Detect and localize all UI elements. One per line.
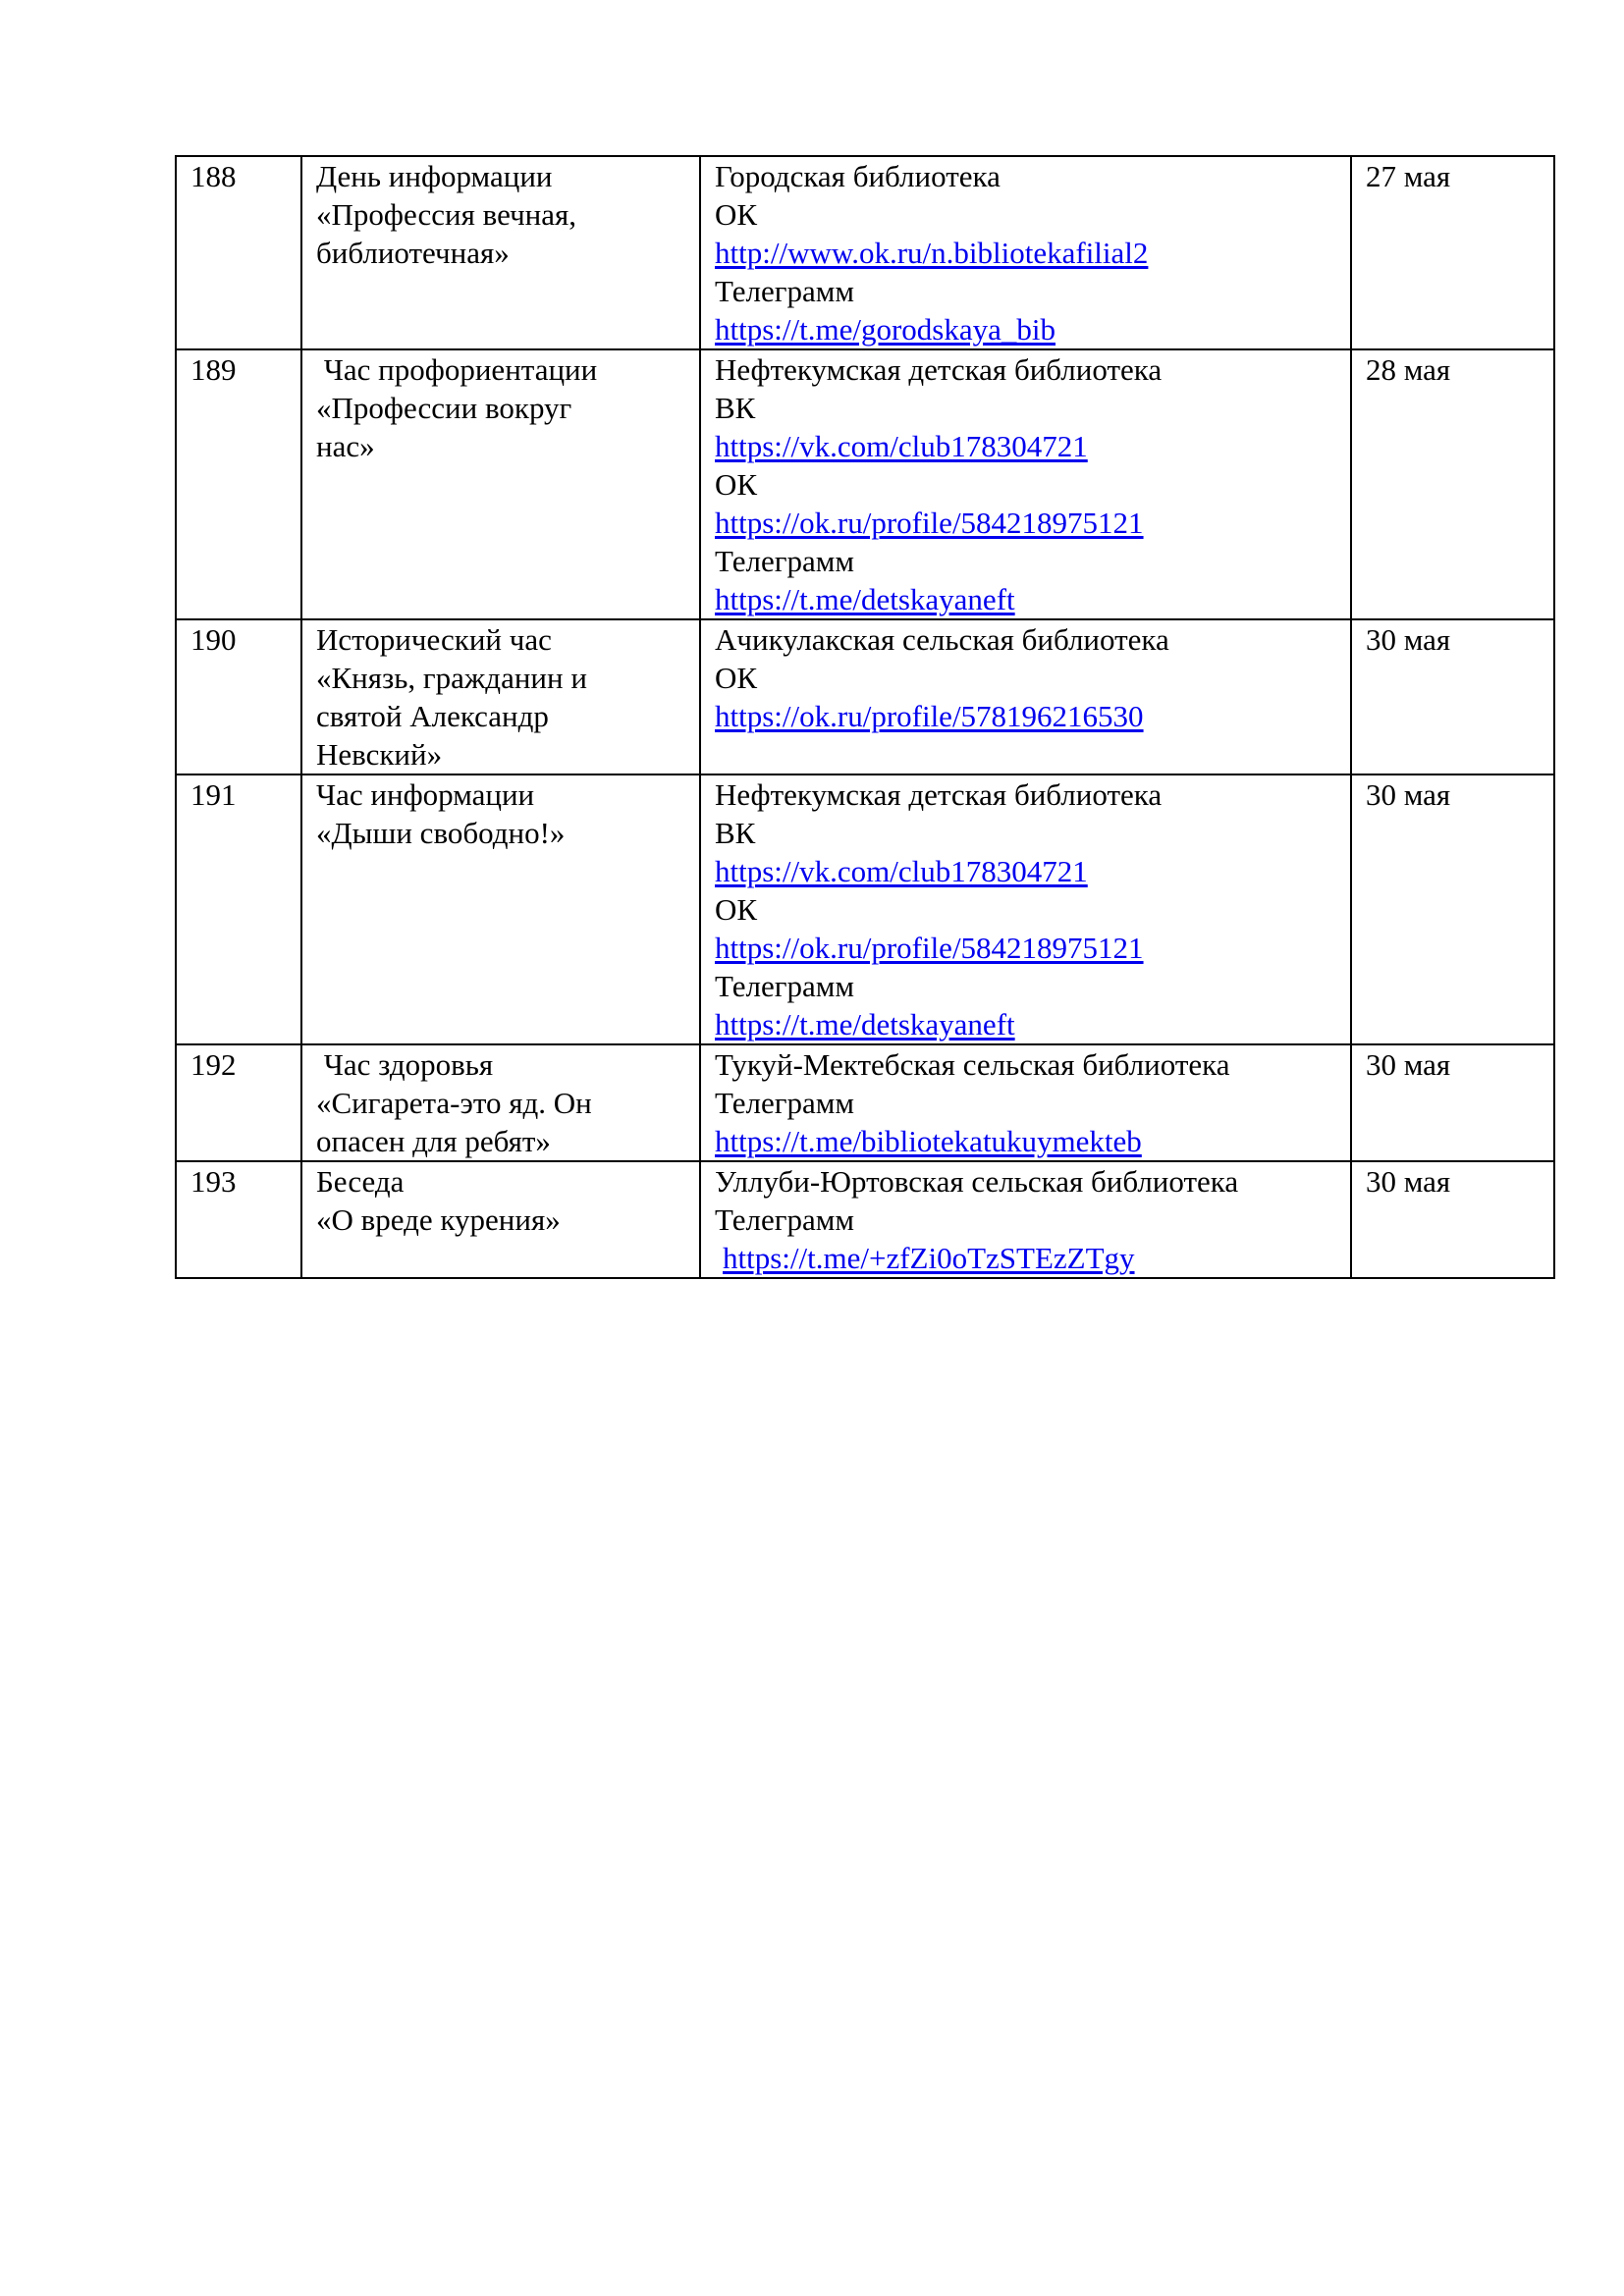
event-cell (301, 774, 700, 1044)
date-cell: 30 мая (1351, 774, 1554, 1044)
place-cell (700, 156, 1351, 349)
place-cell (700, 774, 1351, 1044)
library-name: Ачикулакская сельская библиотека (715, 622, 1169, 657)
platform-label: ОК (715, 467, 758, 502)
link-line (715, 929, 1338, 967)
library-name: Уллуби-Юртовская сельская библиотека (715, 1164, 1239, 1199)
platform-link[interactable]: https://t.me/+zfZi0oTzSTEzZTgy (723, 1241, 1135, 1275)
event-line: «Князь, гражданин и (316, 661, 587, 695)
table-row (176, 349, 1554, 619)
event-line: «Дыши свободно!» (316, 816, 566, 850)
events-table-body (176, 156, 1554, 1278)
row-number: 191 (176, 774, 301, 1044)
event-cell (301, 349, 700, 619)
row-number: 189 (176, 349, 301, 619)
event-line: Исторический час (316, 622, 552, 657)
event-line: Невский» (316, 737, 443, 772)
event-cell (301, 619, 700, 774)
platform-label: Телеграмм (715, 544, 854, 578)
event-line: библиотечная» (316, 236, 510, 270)
row-number: 193 (176, 1161, 301, 1278)
event-cell (301, 1044, 700, 1161)
table-row (176, 774, 1554, 1044)
link-line (715, 504, 1338, 542)
date-cell: 30 мая (1351, 619, 1554, 774)
place-cell (700, 619, 1351, 774)
platform-label: Телеграмм (715, 969, 854, 1003)
event-line: «Сигарета-это яд. Он (316, 1086, 592, 1120)
event-line: «Профессия вечная, (316, 197, 577, 232)
library-name: Нефтекумская детская библиотека (715, 777, 1163, 812)
platform-label: ВК (715, 391, 756, 425)
link-line (715, 427, 1338, 465)
platform-label: ОК (715, 197, 758, 232)
platform-link[interactable]: https://ok.ru/profile/578196216530 (715, 699, 1144, 733)
date-cell: 30 мая (1351, 1044, 1554, 1161)
table-row (176, 1044, 1554, 1161)
row-number: 192 (176, 1044, 301, 1161)
place-cell (700, 1044, 1351, 1161)
table-row (176, 619, 1554, 774)
table-row (176, 1161, 1554, 1278)
platform-link[interactable]: https://t.me/detskayaneft (715, 582, 1015, 616)
event-cell (301, 156, 700, 349)
event-line: Час информации (316, 777, 535, 812)
platform-label: ОК (715, 661, 758, 695)
date-cell: 28 мая (1351, 349, 1554, 619)
platform-label: ВК (715, 816, 756, 850)
date-cell: 30 мая (1351, 1161, 1554, 1278)
event-line: Час профориентации (316, 352, 598, 387)
event-line: святой Александр (316, 699, 549, 733)
library-name: Городская библиотека (715, 159, 1001, 193)
platform-link[interactable]: https://t.me/detskayaneft (715, 1007, 1015, 1041)
link-line (715, 1239, 1338, 1277)
platform-label: Телеграмм (715, 1086, 854, 1120)
link-line (715, 310, 1338, 348)
library-name: Нефтекумская детская библиотека (715, 352, 1163, 387)
event-line: «Профессии вокруг (316, 391, 572, 425)
platform-link[interactable]: https://t.me/bibliotekatukuymekteb (715, 1124, 1142, 1158)
platform-link[interactable]: https://vk.com/club178304721 (715, 429, 1088, 463)
platform-link[interactable]: http://www.ok.ru/n.bibliotekafilial2 (715, 236, 1149, 270)
event-line: опасен для ребят» (316, 1124, 551, 1158)
place-cell (700, 1161, 1351, 1278)
link-line (715, 1005, 1338, 1043)
event-line: День информации (316, 159, 553, 193)
platform-link[interactable]: https://ok.ru/profile/584218975121 (715, 506, 1144, 540)
event-cell (301, 1161, 700, 1278)
link-line (715, 234, 1338, 272)
date-cell: 27 мая (1351, 156, 1554, 349)
link-line (715, 1122, 1338, 1160)
platform-label: Телеграмм (715, 1202, 854, 1237)
place-cell (700, 349, 1351, 619)
library-name: Тукуй-Мектебская сельская библиотека (715, 1047, 1230, 1082)
platform-label: ОК (715, 892, 758, 927)
platform-link[interactable]: https://ok.ru/profile/584218975121 (715, 931, 1144, 965)
table-row (176, 156, 1554, 349)
event-line: Беседа (316, 1164, 405, 1199)
row-number: 190 (176, 619, 301, 774)
link-line (715, 580, 1338, 618)
platform-label: Телеграмм (715, 274, 854, 308)
platform-link[interactable]: https://vk.com/club178304721 (715, 854, 1088, 888)
event-line: «О вреде курения» (316, 1202, 561, 1237)
event-line: Час здоровья (316, 1047, 494, 1082)
platform-link[interactable]: https://t.me/gorodskaya_bib (715, 312, 1056, 347)
link-line (715, 697, 1338, 735)
link-line (715, 852, 1338, 890)
event-line: нас» (316, 429, 375, 463)
row-number: 188 (176, 156, 301, 349)
events-table (175, 155, 1555, 1279)
